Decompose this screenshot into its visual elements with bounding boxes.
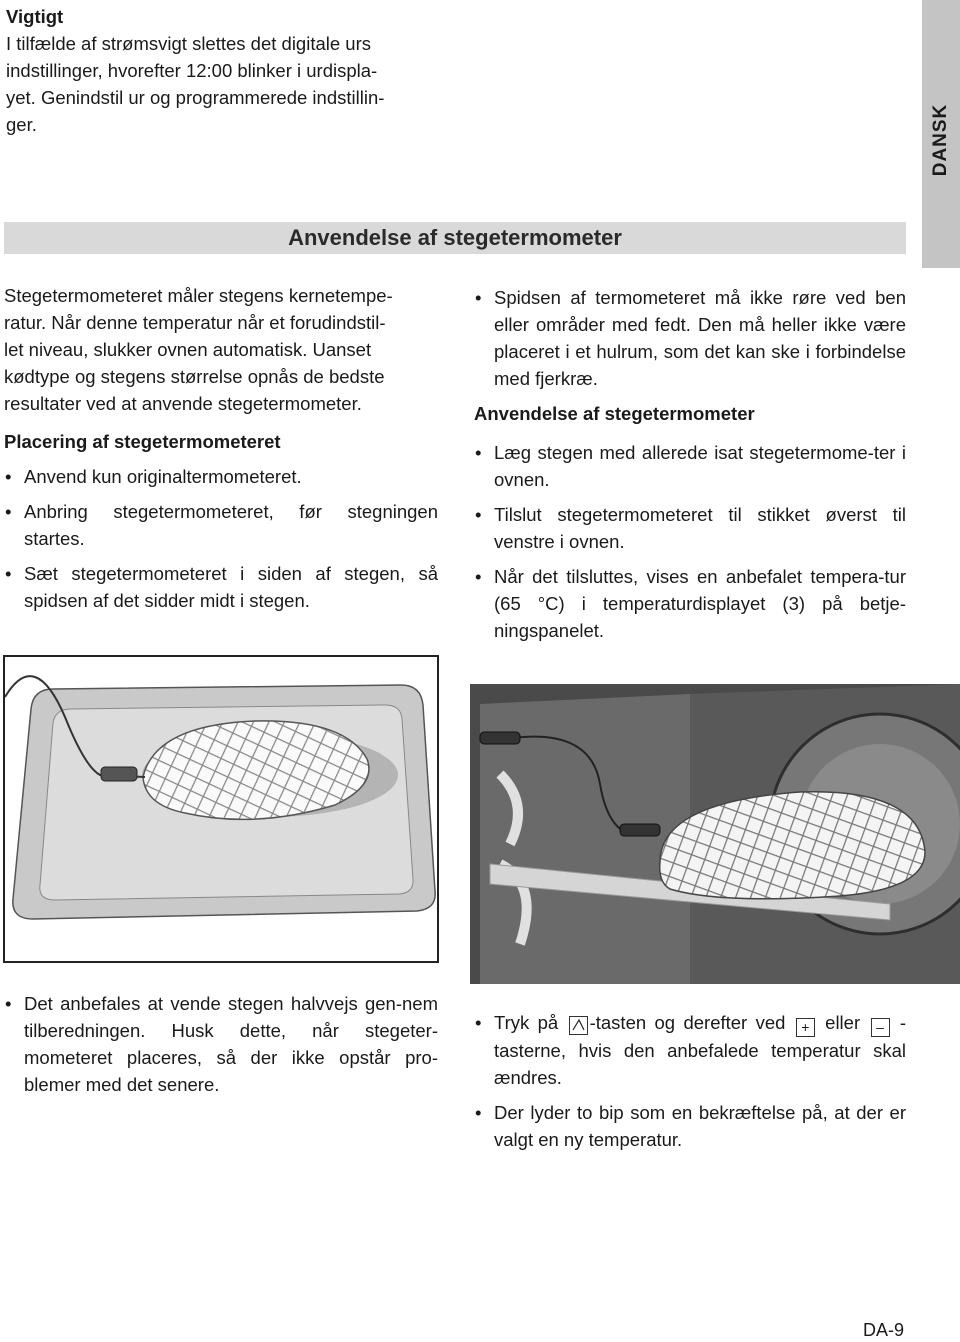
usage-heading: Anvendelse af stegetermometer: [474, 403, 755, 424]
intro-line: kødtype og stegens størrelse opnås de bedste: [4, 366, 385, 387]
language-tab: [922, 0, 960, 268]
list-item: • Anbring stegetermometeret, før stegningen startes.: [4, 498, 438, 552]
list-item: • Spidsen af termometeret må ikke røre ved ben eller områder med fedt. Den må heller ikke være placeret i et hulrum, som det kan ske i forbindelse med fjerkræ.: [474, 284, 906, 392]
minus-key-icon: –: [871, 1018, 890, 1037]
bottom-right-column: [474, 1009, 906, 1161]
bottom-left-column: [4, 990, 438, 1106]
list-item: • Anvend kun originaltermometeret.: [4, 463, 438, 490]
page-number: DA-9: [862, 1320, 904, 1340]
section-banner: [4, 222, 906, 254]
thermometer-key-icon: [569, 1016, 588, 1035]
left-column: [4, 282, 438, 622]
list-item: • Sæt stegetermometeret i siden af stegen, så spidsen af det sidder midt i stegen.: [4, 560, 438, 614]
list-item: • Det anbefales at vende stegen halvvejs gen-nem tilberedningen. Husk dette, når stegeter-mometeret placeres, så der ikke opstår pro-blemer med det senere.: [4, 990, 438, 1098]
notice-line: indstillinger, hvorefter 12:00 blinker i urdispla-: [6, 60, 378, 81]
intro-line: Stegetermometeret måler stegens kernetempe-: [4, 285, 393, 306]
instruction-text: eller: [825, 1012, 861, 1033]
list-item: • Når det tilsluttes, vises en anbefalet tempera-tur (65 °C) i temperaturdisplayet (3) på betje-ningspanelet.: [474, 563, 906, 644]
list-item: [474, 1009, 906, 1091]
oven-illustration: [470, 684, 960, 984]
tray-illustration: [5, 657, 437, 961]
notice-title: Vigtigt: [6, 6, 64, 27]
instruction-text: -tasten og derefter ved: [589, 1012, 786, 1033]
section-title: Anvendelse af stegetermometer: [288, 225, 622, 250]
list-item: • Der lyder to bip som en bekræftelse på, at der er valgt en ny temperatur.: [474, 1099, 906, 1153]
right-column: [474, 284, 906, 652]
list-item: • Læg stegen med allerede isat stegetermome-ter i ovnen.: [474, 439, 906, 493]
placement-heading: Placering af stegetermometeret: [4, 431, 281, 452]
plus-key-icon: +: [796, 1018, 815, 1037]
instruction-text: Tryk på: [494, 1012, 559, 1033]
intro-line: resultater ved at anvende stegetermometer.: [4, 393, 362, 414]
notice-line: I tilfælde af strømsvigt slettes det digitale urs: [6, 33, 371, 54]
intro-line: let niveau, slukker ovnen automatisk. Uanset: [4, 339, 372, 360]
notice-line: ger.: [6, 114, 37, 135]
list-item: • Tilslut stegetermometeret til stikket øverst til venstre i ovnen.: [474, 501, 906, 555]
figure-roast-on-tray: [3, 655, 439, 963]
instruction-text: -tasterne, hvis den anbefalede temperatur skal ændres.: [494, 1012, 907, 1088]
intro-line: ratur. Når denne temperatur når et forudindstil-: [4, 312, 386, 333]
figure-roast-in-oven: [470, 684, 960, 984]
notice-line: yet. Genindstil ur og programmerede indstillin-: [6, 87, 385, 108]
language-tab-label: DANSK: [930, 103, 951, 177]
notice-box: [6, 3, 446, 138]
